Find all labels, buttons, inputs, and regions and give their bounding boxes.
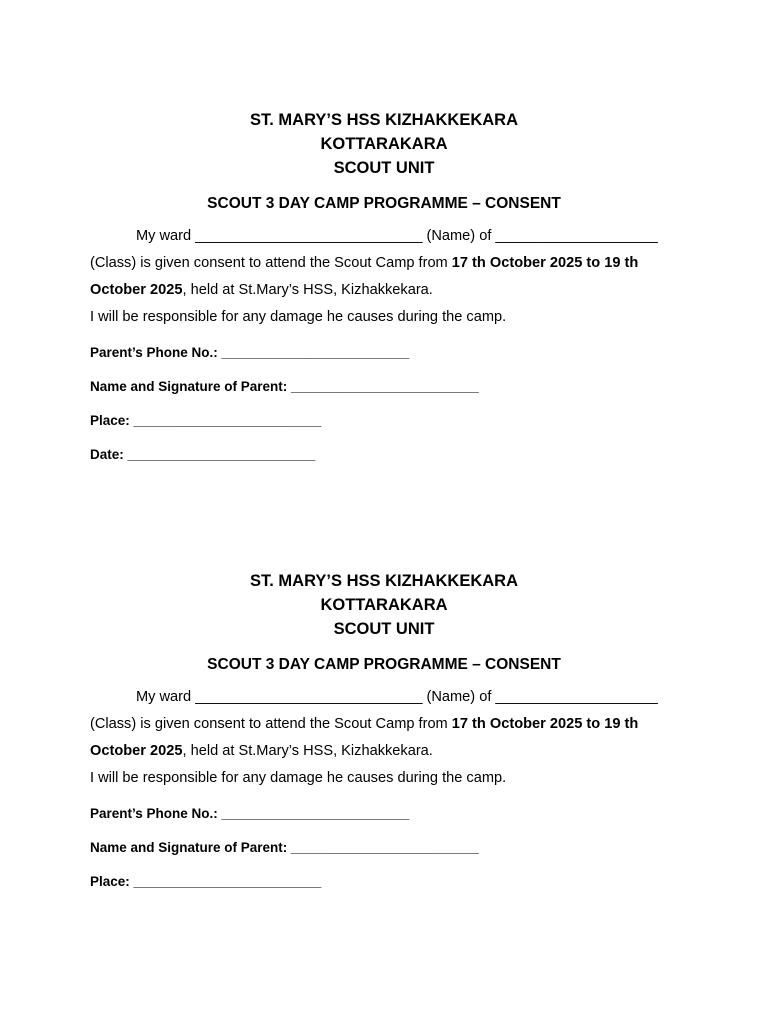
form-title: SCOUT 3 DAY CAMP PROGRAMME – CONSENT — [207, 656, 561, 673]
school-town: KOTTARAKARA — [320, 135, 448, 153]
ward-line: My ward ____________________________ (Name) of ____________________ — [136, 228, 658, 244]
responsibility-statement: I will be responsible for any damage he causes during the camp. — [90, 309, 507, 325]
place-field: Place: _________________________ — [90, 874, 322, 889]
scout-unit: SCOUT UNIT — [333, 159, 435, 177]
camp-dates: 17 th October 2025 to 19 th October 2025 — [90, 716, 639, 759]
ward-line: My ward ____________________________ (Name) of ____________________ — [136, 689, 658, 705]
parent-phone-field: Parent’s Phone No.: _________________________ — [90, 806, 410, 821]
school-name: ST. MARY’S HSS KIZHAKKEKARA — [250, 111, 518, 129]
form-title: SCOUT 3 DAY CAMP PROGRAMME – CONSENT — [207, 195, 561, 212]
consent-form-2 — [0, 569, 768, 892]
camp-venue: , held at St.Mary’s HSS, Kizhakkekara. — [182, 743, 433, 759]
consent-body — [90, 684, 680, 792]
consent-paragraph — [90, 684, 680, 765]
camp-dates: 17 th October 2025 to 19 th October 2025 — [90, 255, 639, 298]
camp-venue: , held at St.Mary’s HSS, Kizhakkekara. — [182, 282, 433, 298]
consent-paragraph — [90, 223, 680, 304]
consent-text: (Class) is given consent to attend the Scout Camp from — [90, 716, 452, 732]
date-field: Date: _________________________ — [90, 447, 316, 462]
place-field: Place: _________________________ — [90, 413, 322, 428]
scout-unit: SCOUT UNIT — [333, 620, 435, 638]
consent-text: (Class) is given consent to attend the Scout Camp from — [90, 255, 452, 271]
consent-body — [90, 223, 680, 331]
consent-form-1 — [0, 108, 768, 465]
parent-signature-field: Name and Signature of Parent: _________________________ — [90, 840, 479, 855]
responsibility-statement: I will be responsible for any damage he causes during the camp. — [90, 770, 507, 786]
school-town: KOTTARAKARA — [320, 596, 448, 614]
parent-phone-field: Parent’s Phone No.: _________________________ — [90, 345, 410, 360]
parent-signature-field: Name and Signature of Parent: _________________________ — [90, 379, 479, 394]
school-name: ST. MARY’S HSS KIZHAKKEKARA — [250, 572, 518, 590]
